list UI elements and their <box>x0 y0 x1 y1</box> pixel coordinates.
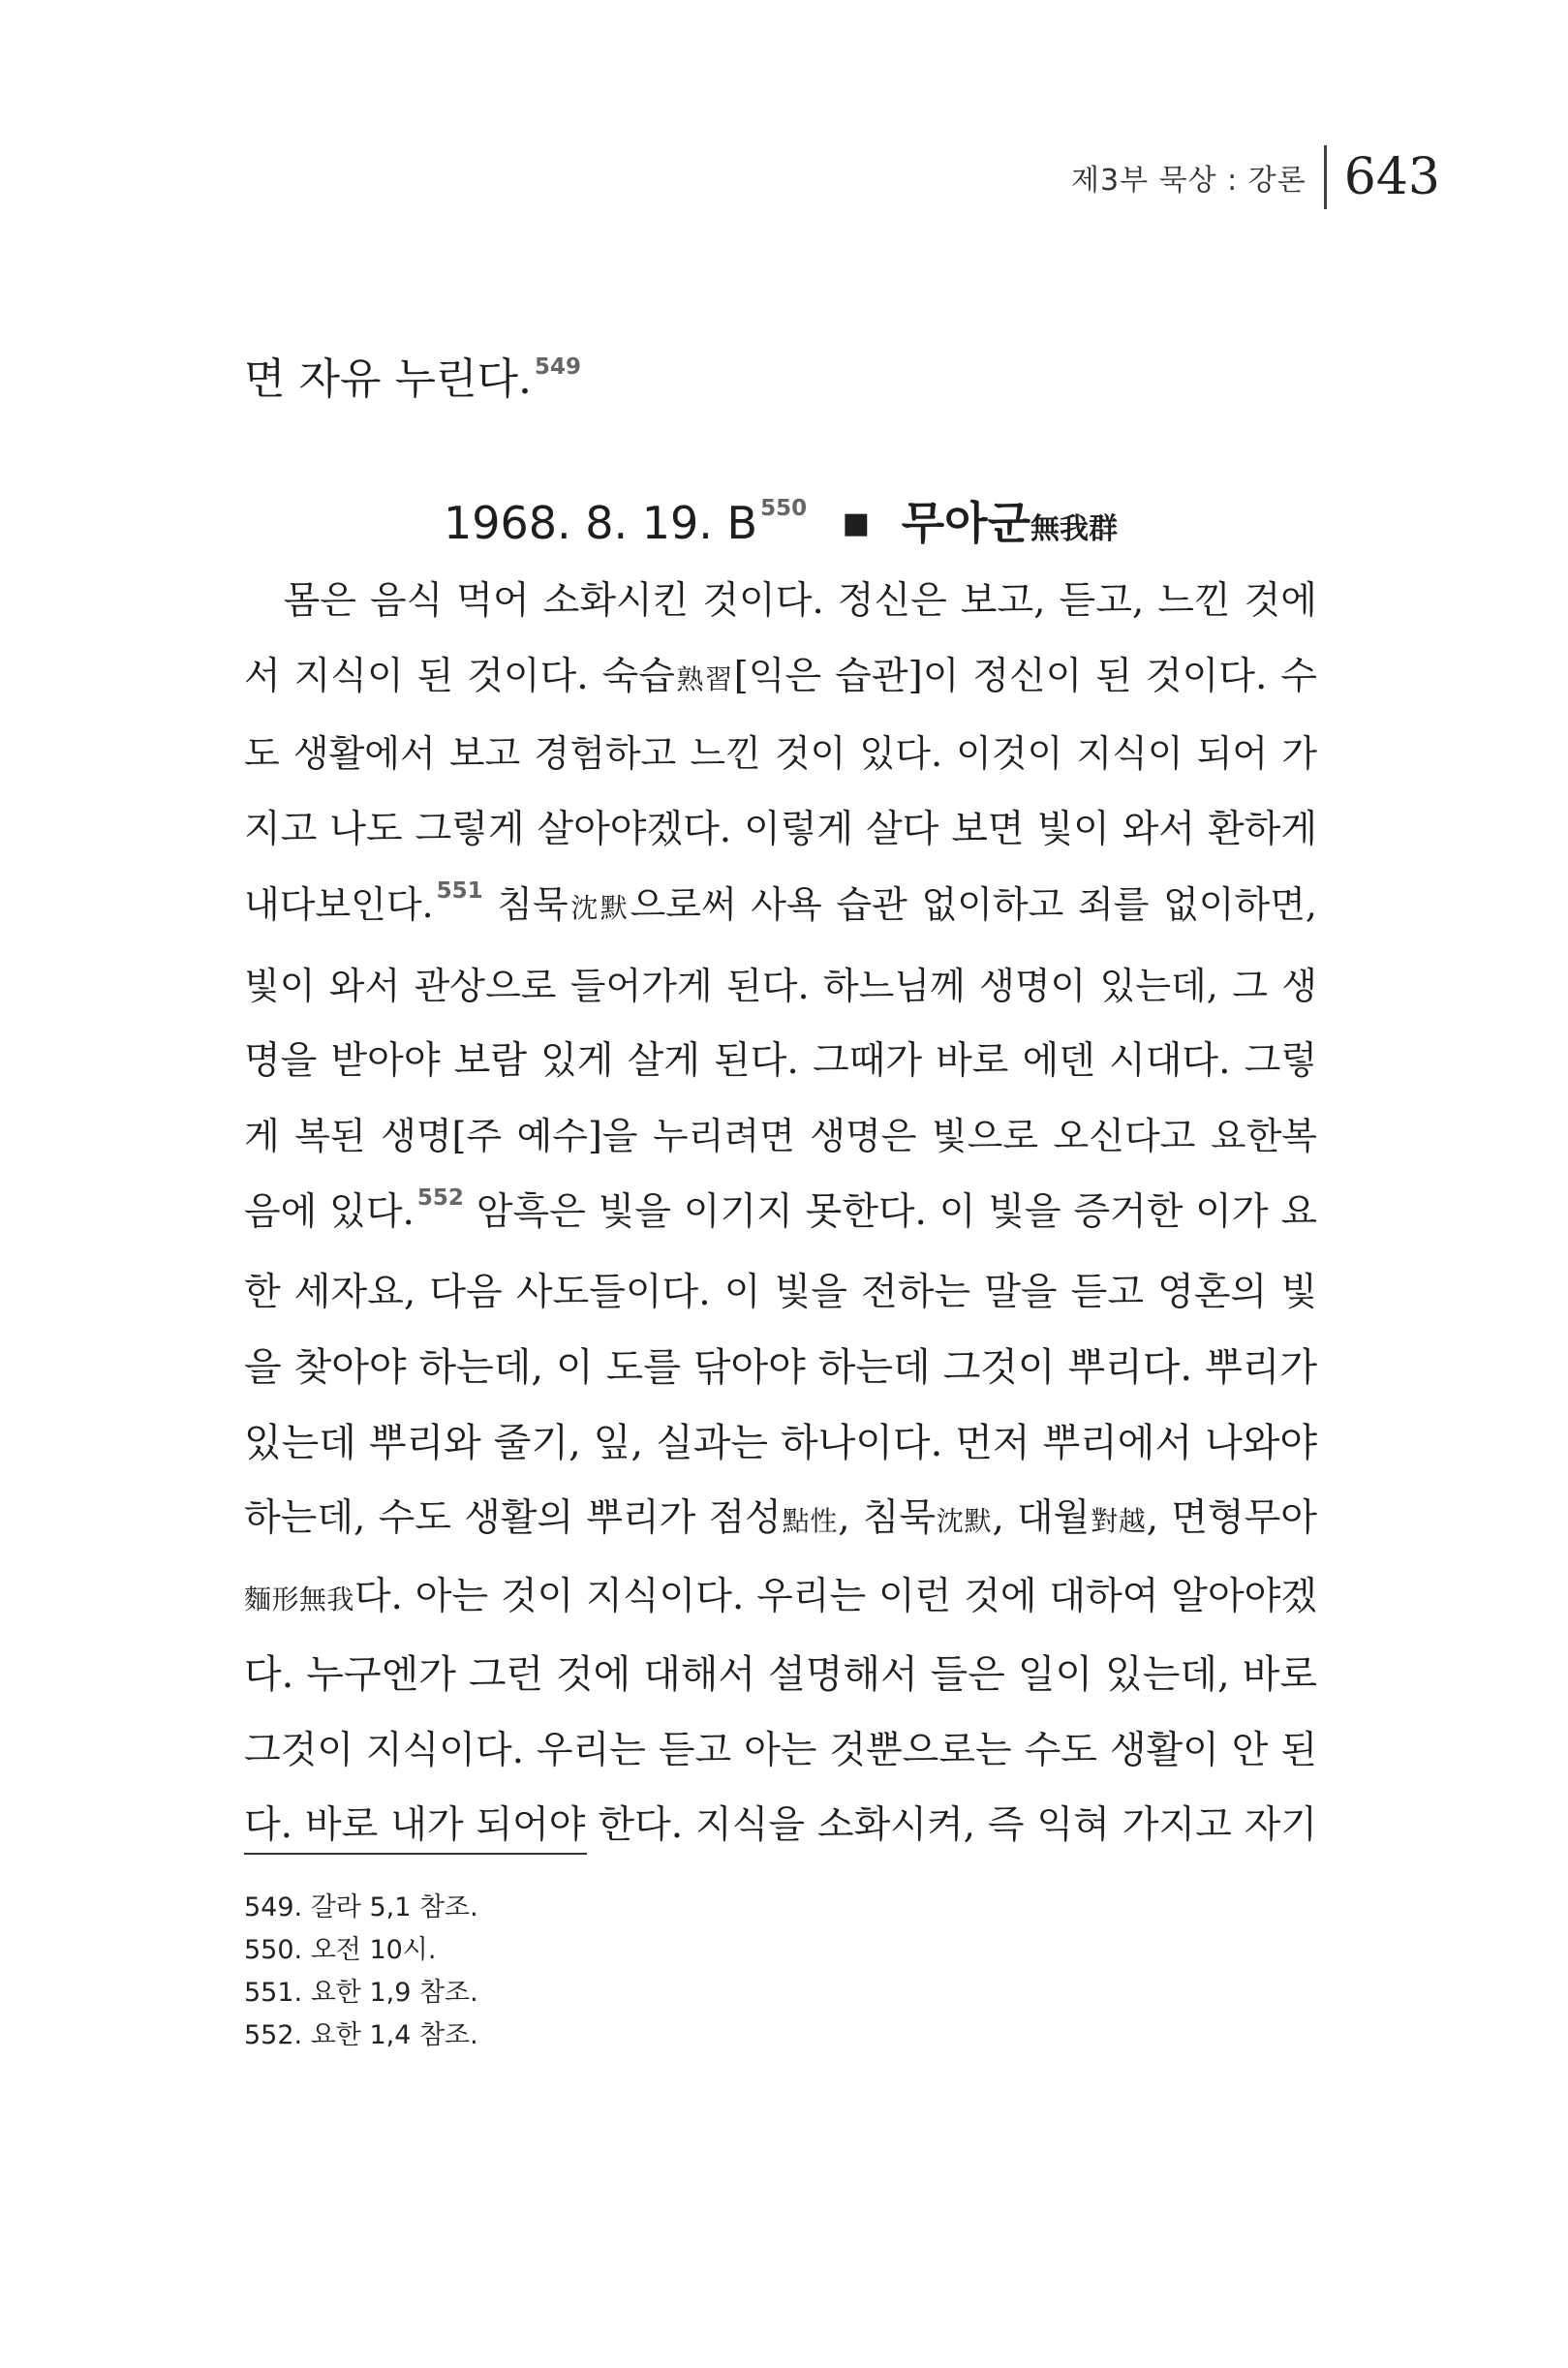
text-run: [익은 습관]이 정신이 된 것이다. 수 <box>733 654 1317 698</box>
running-head <box>1071 145 1440 209</box>
header-divider <box>1324 145 1327 209</box>
hanja-gloss: 對越 <box>1090 1505 1147 1538</box>
text-run: 하는데, 수도 생활의 뿌리가 점성 <box>244 1496 782 1541</box>
footnote-ref-550: 550 <box>760 496 808 521</box>
text-run: 다. 누구엔가 그런 것에 대해서 설명해서 들은 일이 있는데, 바로 <box>244 1651 1317 1697</box>
body-line <box>244 1406 1317 1482</box>
text-run: 도 생활에서 보고 경험하고 느낀 것이 있다. 이것이 지식이 되어 가 <box>244 732 1317 776</box>
text-run: , 대월 <box>992 1496 1091 1541</box>
footnotes <box>244 1887 478 2057</box>
hanja-gloss: 麵形無我 <box>244 1584 354 1616</box>
body-line <box>244 1331 1317 1406</box>
continuation-line: 면 자유 누린다. <box>244 354 532 404</box>
footnote-551: 551. 요한 1,9 참조. <box>244 1978 478 2008</box>
footnote-ref-551: 551 <box>436 877 483 904</box>
text-run: 게 복된 생명[주 예수]을 누리려면 생명은 빛으로 오신다고 요한복 <box>244 1114 1317 1157</box>
body-line <box>244 717 1317 792</box>
text-run: 내다보인다. <box>244 882 434 926</box>
text-run: 다. 아는 것이 지식이다. 우리는 이런 것에 대하여 알아야겠 <box>354 1575 1317 1619</box>
entry-title-hanja: 無我群 <box>1030 512 1119 546</box>
footnote-552: 552. 요한 1,4 참조. <box>244 2020 478 2050</box>
text-run: , 침묵 <box>838 1496 937 1541</box>
text-run: 한 세자요, 다음 사도들이다. 이 빛을 전하는 말을 듣고 영혼의 빛 <box>244 1271 1317 1315</box>
text-run: 으로써 사욕 습관 없이하고 죄를 없이하면, <box>630 882 1317 926</box>
body-line <box>244 1713 1317 1789</box>
square-bullet-icon: ■ <box>842 507 871 540</box>
body-line <box>244 792 1317 868</box>
entry-heading <box>244 488 1317 552</box>
body-line <box>244 1175 1317 1256</box>
text-run: 있는데 뿌리와 줄기, 잎, 실과는 하나이다. 먼저 뿌리에서 나와야 <box>244 1420 1317 1465</box>
text-run: 서 지식이 된 것이다. 숙습 <box>244 654 675 698</box>
body-line <box>244 1638 1317 1713</box>
body-line <box>244 1099 1317 1175</box>
entry-title: 무아군 <box>901 497 1031 549</box>
footnote-ref-552: 552 <box>416 1184 464 1211</box>
hanja-gloss: 沈默 <box>936 1505 993 1538</box>
text-run: 암흑은 빛을 이기지 못한다. 이 빛을 증거한 이가 요 <box>463 1189 1318 1234</box>
hanja-gloss: 熟習 <box>674 662 734 695</box>
body-line <box>244 1481 1317 1559</box>
body-paragraph <box>244 564 1317 1863</box>
hanja-gloss: 沈默 <box>568 891 630 924</box>
body-line <box>244 949 1317 1025</box>
body-line <box>244 639 1317 718</box>
text-run: 빛이 와서 관상으로 들어가게 된다. 하느님께 생명이 있는데, 그 생 <box>244 964 1317 1007</box>
body-line <box>244 564 1317 639</box>
page-number: 643 <box>1343 148 1440 206</box>
body-line <box>244 868 1317 949</box>
entry-date: 1968. 8. 19. B <box>443 497 758 549</box>
footnote-ref-549: 549 <box>534 354 581 380</box>
footnote-549: 549. 갈라 5,1 참조. <box>244 1892 478 1922</box>
hanja-gloss: 點性 <box>781 1505 839 1538</box>
body-line <box>244 1024 1317 1099</box>
text-run: 몸은 음식 먹어 소화시킨 것이다. 정신은 보고, 듣고, 느낀 것에 <box>283 579 1317 623</box>
text-run: 지고 나도 그렇게 살아야겠다. 이렇게 살다 보면 빛이 와서 환하게 <box>244 808 1317 852</box>
body-line <box>244 1255 1317 1331</box>
text-run: 침묵 <box>482 882 569 926</box>
text-run: 을 찾아야 하는데, 이 도를 닦아야 하는데 그것이 뿌리다. 뿌리가 <box>244 1345 1317 1391</box>
footnote-divider <box>244 1853 587 1855</box>
text-run: 그것이 지식이다. 우리는 듣고 아는 것뿐으로는 수도 생활이 안 된 <box>244 1728 1317 1772</box>
text-run: , 면형무아 <box>1146 1496 1317 1541</box>
footnote-550: 550. 오전 10시. <box>244 1935 437 1965</box>
text-run: 다. 바로 내가 되어야 한다. 지식을 소화시켜, 즉 익혀 가지고 자기 <box>244 1803 1317 1848</box>
section-label: 제3부 묵상 : 강론 <box>1071 164 1307 198</box>
text-run: 음에 있다. <box>244 1189 415 1234</box>
continuation-text <box>244 351 581 415</box>
text-run: 명을 받아야 보람 있게 살게 된다. 그때가 바로 에덴 시대다. 그렇 <box>244 1039 1317 1084</box>
body-line <box>244 1559 1317 1638</box>
